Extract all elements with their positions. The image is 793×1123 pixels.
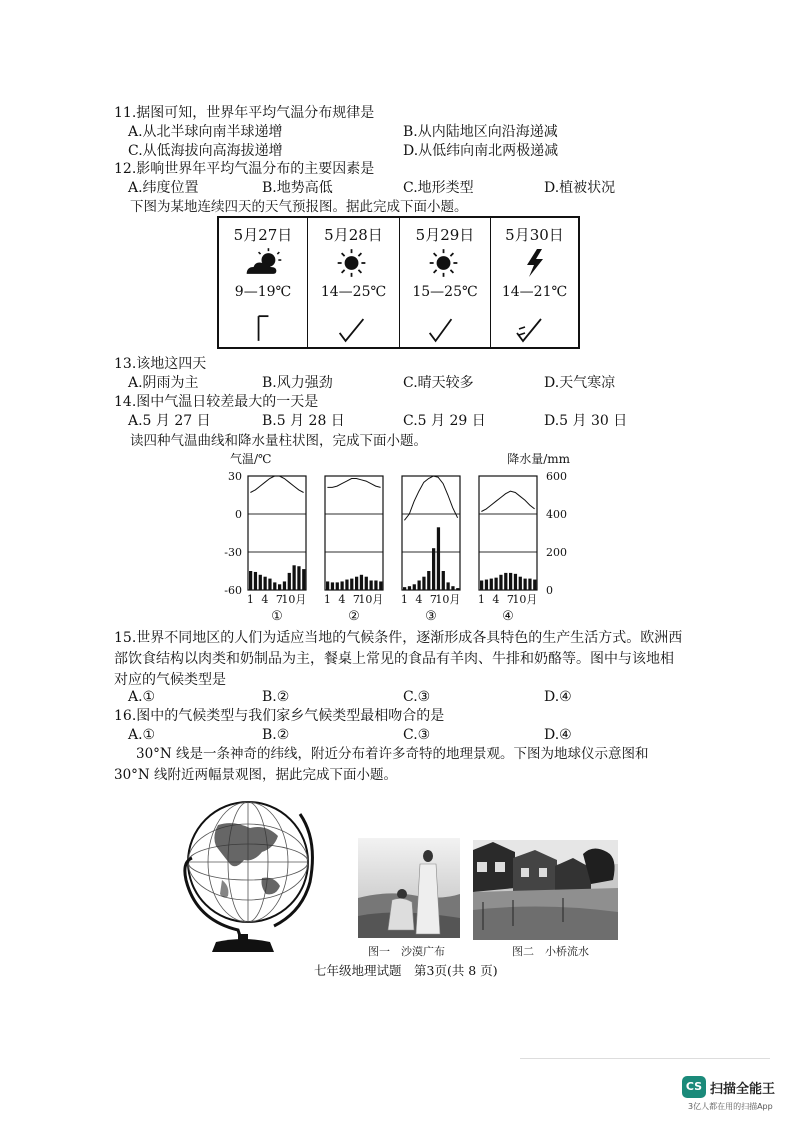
precip-bar bbox=[413, 584, 416, 590]
brand-tagline: 3亿人都在用的扫描App bbox=[688, 1102, 773, 1111]
precip-bar bbox=[495, 578, 498, 590]
desert-photo bbox=[358, 838, 460, 938]
q12-option-b: B.地势高低 bbox=[262, 180, 333, 196]
weather-forecast-table bbox=[217, 216, 580, 349]
precip-tick-label: 200 bbox=[546, 546, 567, 559]
precip-bar bbox=[427, 571, 430, 590]
precip-bar bbox=[264, 577, 267, 590]
q11-stem: 11.据图可知，世界年平均气温分布规律是 bbox=[114, 105, 375, 121]
precip-bar bbox=[451, 586, 454, 590]
q13-option-b: B.风力强劲 bbox=[262, 375, 333, 391]
q14-option-d: D.5 月 30 日 bbox=[544, 413, 628, 429]
precip-tick-label: 600 bbox=[546, 470, 567, 483]
precip-tick-label: 400 bbox=[546, 508, 567, 521]
temp-tick-label: 0 bbox=[235, 508, 242, 521]
temp-curve bbox=[481, 491, 534, 511]
precip-bar bbox=[524, 579, 527, 590]
temp-tick-label: -30 bbox=[224, 546, 242, 559]
fig1-caption: 图一 沙漠广布 bbox=[368, 945, 445, 958]
precip-bar bbox=[302, 569, 305, 590]
weather-temp: 9—19℃ bbox=[234, 284, 292, 300]
temp-tick-label: 30 bbox=[228, 470, 242, 483]
precip-bar bbox=[297, 566, 300, 590]
weather-day bbox=[491, 218, 578, 347]
wind-symbol-icon bbox=[308, 313, 399, 345]
month-tick-label: 4 bbox=[261, 593, 269, 606]
precip-bar bbox=[254, 572, 257, 590]
precip-bar bbox=[403, 587, 406, 590]
weather-day bbox=[400, 218, 491, 347]
weather-temp: 14—21℃ bbox=[501, 284, 568, 300]
q16-option-a: A.① bbox=[128, 727, 156, 743]
precip-bar bbox=[447, 582, 450, 590]
month-tick-label: 7 bbox=[275, 593, 283, 606]
precip-bar bbox=[278, 584, 281, 590]
month-tick-label: 4 bbox=[415, 593, 423, 606]
precip-bar bbox=[341, 581, 344, 590]
q15-stem: 15.世界不同地区的人们为适应当地的气候条件，逐渐形成各具特色的生产生活方式。欧洲西部饮食结构以肉类和奶制品为主，餐桌上常见的食品有羊肉、牛排和奶酪等。图中与该地相对应的气候类型是 bbox=[114, 630, 683, 688]
q16-option-d: D.④ bbox=[544, 727, 572, 743]
weather-date: 5月30日 bbox=[505, 226, 564, 244]
q12-option-c: C.地形类型 bbox=[403, 180, 474, 196]
camscanner-logo-icon: CS bbox=[682, 1076, 706, 1098]
precip-bar bbox=[422, 577, 425, 590]
precip-axis-label: 降水量/mm bbox=[507, 452, 570, 466]
precip-bar bbox=[355, 577, 358, 590]
month-tick-label: 10月 bbox=[358, 593, 384, 606]
month-tick-label: 1 bbox=[323, 593, 331, 606]
sun-icon bbox=[400, 246, 490, 280]
chart-frame bbox=[479, 476, 537, 590]
chart-label: ④ bbox=[502, 609, 514, 624]
chart-label: ② bbox=[348, 609, 360, 624]
precip-bar bbox=[528, 579, 531, 590]
month-tick-label: 1 bbox=[246, 593, 254, 606]
month-tick-label: 10月 bbox=[435, 593, 461, 606]
month-tick-label: 4 bbox=[338, 593, 346, 606]
precip-bar bbox=[533, 580, 536, 590]
month-tick-label: 10月 bbox=[281, 593, 307, 606]
q14-option-b: B.5 月 28 日 bbox=[262, 413, 345, 429]
precip-bar bbox=[293, 565, 296, 590]
precip-bar bbox=[283, 581, 286, 590]
q11-option-b: B.从内陆地区向沿海递减 bbox=[403, 124, 558, 140]
watertown-photo bbox=[473, 840, 618, 940]
precip-bar bbox=[379, 581, 382, 590]
precip-bar bbox=[370, 581, 373, 591]
q13-option-a: A.阴雨为主 bbox=[128, 375, 199, 391]
weather-date: 5月27日 bbox=[233, 226, 293, 244]
month-tick-label: 7 bbox=[352, 593, 360, 606]
weather-day bbox=[308, 218, 400, 347]
weather-date: 5月29日 bbox=[415, 226, 475, 244]
q13-option-d: D.天气寒凉 bbox=[544, 375, 616, 391]
precip-bar bbox=[350, 579, 353, 590]
precip-bar bbox=[519, 577, 522, 590]
q15-option-b: B.② bbox=[262, 689, 290, 705]
climate-intro: 读四种气温曲线和降水量柱状图，完成下面小题。 bbox=[130, 433, 427, 449]
precip-bar bbox=[365, 577, 368, 590]
fig2-caption: 图二 小桥流水 bbox=[512, 945, 589, 958]
precip-bar bbox=[408, 586, 411, 590]
divider bbox=[520, 1058, 770, 1059]
temp-axis-label: 气温/℃ bbox=[230, 452, 272, 466]
q14-option-c: C.5 月 29 日 bbox=[403, 413, 486, 429]
q14-option-a: A.5 月 27 日 bbox=[128, 413, 211, 429]
precip-bar bbox=[418, 581, 421, 591]
globe-icon bbox=[178, 790, 326, 958]
precip-bar bbox=[514, 574, 517, 590]
q15-option-c: C.③ bbox=[403, 689, 431, 705]
chart-frame bbox=[402, 476, 460, 590]
chart-label: ① bbox=[271, 609, 283, 624]
q12-option-a: A.纬度位置 bbox=[128, 180, 199, 196]
thunder-icon bbox=[491, 246, 578, 280]
month-tick-label: 7 bbox=[429, 593, 437, 606]
weather-temp: 15—25℃ bbox=[412, 284, 478, 300]
precip-bar bbox=[331, 582, 334, 590]
page-footer: 七年级地理试题 第3页(共 8 页) bbox=[314, 963, 498, 978]
precip-bar bbox=[268, 579, 271, 590]
precip-bar bbox=[456, 588, 459, 590]
weather-date: 5月28日 bbox=[324, 226, 383, 244]
q16-option-b: B.② bbox=[262, 727, 290, 743]
q12-option-d: D.植被状况 bbox=[544, 180, 616, 196]
temp-curve bbox=[250, 476, 303, 493]
sun-icon bbox=[308, 246, 399, 280]
precip-bar bbox=[249, 571, 252, 590]
q13-stem: 13.该地这四天 bbox=[114, 356, 207, 372]
precip-bar bbox=[374, 581, 377, 591]
weather-intro: 下图为某地连续四天的天气预报图。据此完成下面小题。 bbox=[130, 199, 468, 215]
q16-stem: 16.图中的气候类型与我们家乡气候类型最相吻合的是 bbox=[114, 708, 445, 724]
precip-bar bbox=[336, 582, 339, 590]
climate-charts bbox=[216, 450, 576, 630]
q14-stem: 14.图中气温日较差最大的一天是 bbox=[114, 394, 319, 410]
precip-bar bbox=[485, 580, 488, 590]
precip-bar bbox=[288, 573, 291, 590]
wind-symbol-icon bbox=[491, 313, 578, 345]
precip-bar bbox=[437, 527, 440, 590]
brand-name: 扫描全能王 bbox=[710, 1082, 776, 1097]
precip-bar bbox=[345, 580, 348, 590]
precip-bar bbox=[480, 581, 483, 591]
precip-bar bbox=[504, 573, 507, 590]
q15-option-a: A.① bbox=[128, 689, 156, 705]
precip-bar bbox=[442, 571, 445, 590]
weather-day bbox=[219, 218, 308, 347]
q11-option-a: A.从北半球向南半球递增 bbox=[128, 124, 283, 140]
precip-bar bbox=[432, 548, 435, 590]
temp-curve bbox=[327, 479, 380, 488]
wind-symbol-icon bbox=[219, 313, 307, 345]
month-tick-label: 1 bbox=[400, 593, 408, 606]
precip-tick-label: 0 bbox=[546, 584, 553, 597]
temp-tick-label: -60 bbox=[224, 584, 242, 597]
month-tick-label: 7 bbox=[506, 593, 514, 606]
weather-temp: 14—25℃ bbox=[320, 284, 387, 300]
q16-option-c: C.③ bbox=[403, 727, 431, 743]
wind-symbol-icon bbox=[400, 313, 490, 345]
q11-option-d: D.从低纬向南北两极递减 bbox=[403, 143, 559, 159]
q13-option-c: C.晴天较多 bbox=[403, 375, 474, 391]
chart-frame bbox=[325, 476, 383, 590]
month-tick-label: 1 bbox=[477, 593, 485, 606]
precip-bar bbox=[326, 581, 329, 590]
precip-bar bbox=[499, 575, 502, 590]
intro-30n: 30°N 线是一条神奇的纬线，附近分布着许多奇特的地理景观。下图为地球仪示意图和30°N 线附近两幅景观图，据此完成下面小题。 bbox=[114, 746, 649, 783]
precip-bar bbox=[259, 575, 262, 590]
partly-cloudy-icon bbox=[219, 246, 307, 280]
precip-bar bbox=[509, 573, 512, 590]
month-tick-label: 10月 bbox=[512, 593, 538, 606]
q11-option-c: C.从低海拔向高海拔递增 bbox=[128, 143, 283, 159]
month-tick-label: 4 bbox=[492, 593, 500, 606]
precip-bar bbox=[273, 582, 276, 590]
q15-option-d: D.④ bbox=[544, 689, 572, 705]
precip-bar bbox=[490, 579, 493, 590]
precip-bar bbox=[360, 575, 363, 590]
chart-label: ③ bbox=[425, 609, 437, 624]
q12-stem: 12.影响世界年平均气温分布的主要因素是 bbox=[114, 161, 375, 177]
